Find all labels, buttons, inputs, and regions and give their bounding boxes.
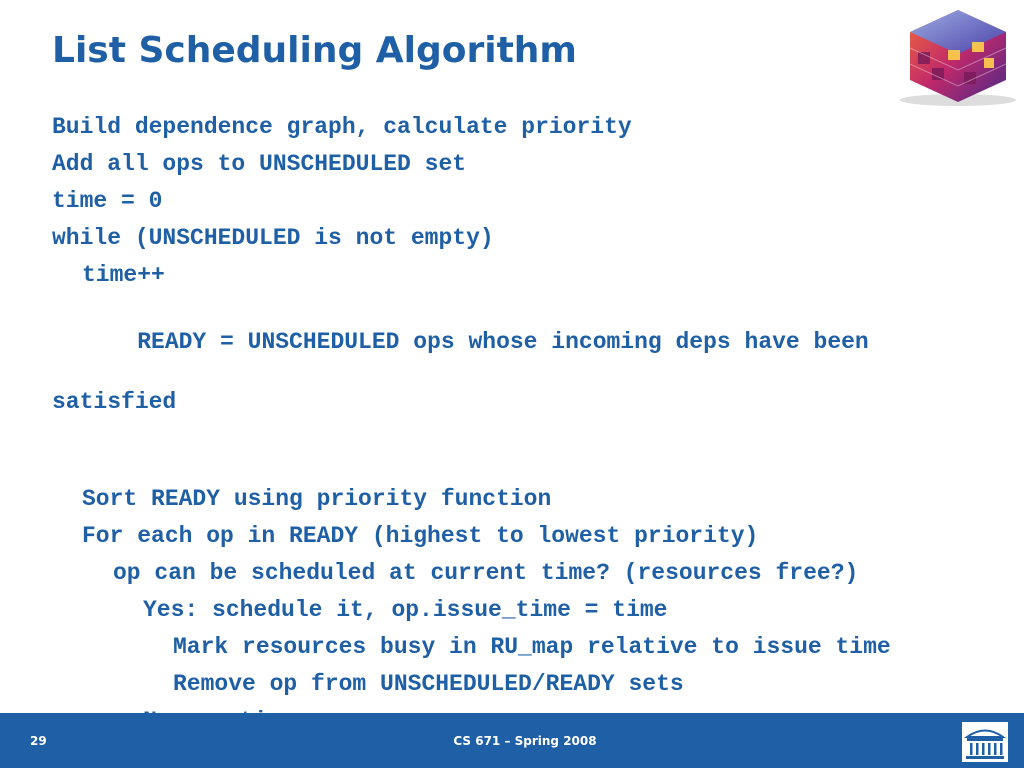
code-line: time++ xyxy=(82,262,165,288)
page-number: 29 xyxy=(30,734,47,748)
code-line: Yes: schedule it, op.issue_time = time xyxy=(143,597,668,623)
code-line: op can be scheduled at current time? (resources free?) xyxy=(113,560,859,586)
code-line: Sort READY using priority function xyxy=(82,486,552,512)
code-line: Add all ops to UNSCHEDULED set xyxy=(52,151,467,177)
slide-footer xyxy=(0,713,1024,768)
code-line: Mark resources busy in RU_map relative to issue time xyxy=(173,634,891,660)
code-line: Remove op from UNSCHEDULED/READY sets xyxy=(173,671,684,697)
code-line: time = 0 xyxy=(52,188,163,214)
code-line: Build dependence graph, calculate priority xyxy=(52,114,632,140)
code-line xyxy=(52,297,992,477)
code-line-continuation: satisfied xyxy=(52,389,177,415)
code-line: while (UNSCHEDULED is not empty) xyxy=(52,225,494,251)
slide-title: List Scheduling Algorithm xyxy=(52,30,577,71)
cube-logo-icon xyxy=(888,2,1024,108)
course-label: CS 671 – Spring 2008 xyxy=(453,734,597,748)
rotunda-logo-icon xyxy=(962,722,1008,762)
algorithm-pseudocode xyxy=(52,112,992,743)
code-line: For each op in READY (highest to lowest priority) xyxy=(82,523,759,549)
code-line-text: READY = UNSCHEDULED ops whose incoming deps have been xyxy=(137,329,869,355)
